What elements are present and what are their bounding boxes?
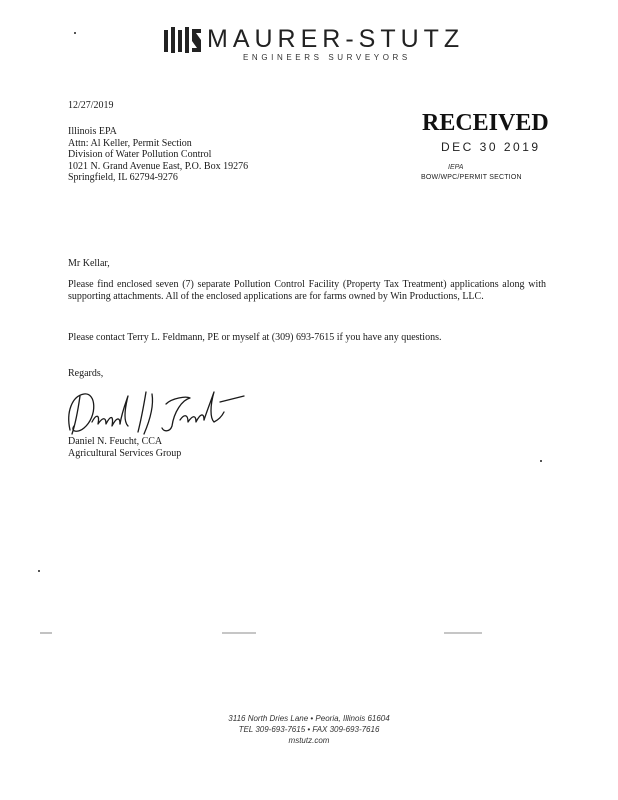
recipient-org: Illinois EPA xyxy=(68,126,117,137)
body-paragraph-2: Please contact Terry L. Feldmann, PE or myself at (309) 693-7615 if you have any questions. xyxy=(68,332,442,343)
stamp-section: BOW/WPC/PERMIT SECTION xyxy=(421,174,522,181)
handwritten-signature xyxy=(62,382,252,442)
scan-speck xyxy=(74,32,76,34)
signer-group: Agricultural Services Group xyxy=(68,447,182,459)
signer-block xyxy=(68,436,181,459)
company-logo-icon xyxy=(163,26,203,54)
salutation: Mr Kellar, xyxy=(68,258,110,269)
scan-speck xyxy=(38,570,40,572)
footer-phone: TEL 309-693-7615 • FAX 309-693-7616 xyxy=(238,725,380,734)
company-tagline: ENGINEERS SURVEYORS xyxy=(243,53,411,62)
letter-date: 12/27/2019 xyxy=(68,100,114,111)
stamp-date: DEC 30 2019 xyxy=(441,140,541,154)
company-name: MAURER-STUTZ xyxy=(207,25,465,53)
footer-web: mstutz.com xyxy=(288,736,330,745)
recipient-division: Division of Water Pollution Control xyxy=(68,149,212,160)
recipient-city: Springfield, IL 62794-9276 xyxy=(68,172,178,183)
stamp-org: IEPA xyxy=(448,164,464,171)
closing: Regards, xyxy=(68,368,104,379)
signer-name: Daniel N. Feucht, CCA xyxy=(68,436,163,447)
recipient-address xyxy=(68,126,248,184)
footer-address: 3116 North Dries Lane • Peoria, Illinois 61604 xyxy=(228,714,390,723)
body-paragraph-1: Please find enclosed seven (7) separate Pollution Control Facility (Property Tax Treatment) applications along with supporting attachments. All of the enclosed applications are for farms owned by Win Productions, LLC. xyxy=(68,279,546,302)
stamp-received-word: RECEIVED xyxy=(422,110,549,136)
scan-speck xyxy=(540,460,542,462)
scan-marks xyxy=(0,630,618,636)
recipient-street: 1021 N. Grand Avenue East, P.O. Box 19276 xyxy=(68,160,249,172)
recipient-attn: Attn: Al Keller, Permit Section xyxy=(68,137,192,149)
received-stamp xyxy=(418,110,548,195)
